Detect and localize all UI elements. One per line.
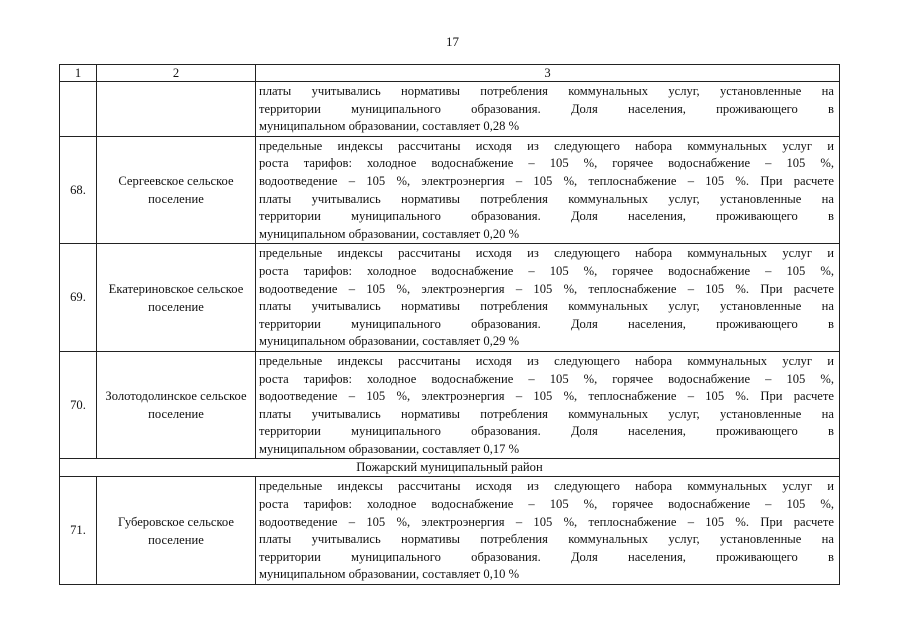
text-line: муниципальном образовании, составляет 0,20 % — [259, 226, 520, 241]
text-line: платы учитывались нормативы потребления коммунальных услуг, установленные на — [259, 406, 834, 421]
text-line: предельные индексы рассчитаны исходя из следующего набора коммунальных услуг и — [259, 353, 834, 368]
region-row — [60, 459, 840, 477]
text-line: территории муниципального образования. Доля населения, проживающего в — [259, 316, 834, 331]
settlement-name: Губеровское сельское поселение — [97, 477, 256, 585]
text-line: предельные индексы рассчитаны исходя из следующего набора коммунальных услуг и — [259, 479, 834, 494]
table-row — [60, 477, 840, 585]
text-line: предельные индексы рассчитаны исходя из следующего набора коммунальных услуг и — [259, 246, 834, 261]
header-row — [60, 65, 840, 82]
text-line: муниципальном образовании, составляет 0,29 % — [259, 334, 520, 349]
text-line: муниципальном образовании, составляет 0,28 % — [259, 119, 520, 134]
row-number: 71. — [60, 477, 97, 585]
header-col-2: 2 — [97, 65, 256, 82]
text-line: территории муниципального образования. Доля населения, проживающего в — [259, 101, 834, 116]
header-col-1: 1 — [60, 65, 97, 82]
text-line: платы учитывались нормативы потребления коммунальных услуг, установленные на — [259, 84, 834, 98]
text-line: роста тарифов: холодное водоснабжение – 105 %, горячее водоснабжение – 105 %, — [259, 371, 834, 386]
text-line: территории муниципального образования. Доля населения, проживающего в — [259, 424, 834, 439]
region-title: Пожарский муниципальный район — [60, 459, 840, 477]
text-line: платы учитывались нормативы потребления коммунальных услуг, установленные на — [259, 299, 834, 314]
text-line: водоотведение – 105 %, электроэнергия – 105 %, теплоснабжение – 105 %. При расчете — [259, 514, 834, 529]
text-line: муниципальном образовании, составляет 0,17 % — [259, 441, 520, 456]
text-line: роста тарифов: холодное водоснабжение – 105 %, горячее водоснабжение – 105 %, — [259, 497, 834, 512]
tariff-table — [59, 64, 840, 585]
table-row — [60, 244, 840, 352]
table-row — [60, 136, 840, 244]
text-line: предельные индексы рассчитаны исходя из следующего набора коммунальных услуг и — [259, 138, 834, 153]
text-line: роста тарифов: холодное водоснабжение – 105 %, горячее водоснабжение – 105 %, — [259, 156, 834, 171]
row-number: 68. — [60, 136, 97, 244]
text-line: муниципальном образовании, составляет 0,10 % — [259, 567, 520, 582]
continuation-row — [60, 82, 840, 137]
settlement-name: Золотодолинское сельское поселение — [97, 351, 256, 459]
table-row — [60, 351, 840, 459]
row-number: 70. — [60, 351, 97, 459]
empty-num-cell — [60, 82, 97, 137]
page-number: 17 — [446, 34, 459, 49]
description-text — [256, 136, 840, 244]
text-line: территории муниципального образования. Доля населения, проживающего в — [259, 549, 834, 564]
text-line: водоотведение – 105 %, электроэнергия – 105 %, теплоснабжение – 105 %. При расчете — [259, 173, 834, 188]
settlement-name: Екатериновское сельское поселение — [97, 244, 256, 352]
continuation-text — [256, 82, 840, 137]
description-text — [256, 351, 840, 459]
text-line: роста тарифов: холодное водоснабжение – 105 %, горячее водоснабжение – 105 %, — [259, 263, 834, 278]
description-text — [256, 477, 840, 585]
text-line: водоотведение – 105 %, электроэнергия – 105 %, теплоснабжение – 105 %. При расчете — [259, 389, 834, 404]
text-line: платы учитывались нормативы потребления коммунальных услуг, установленные на — [259, 532, 834, 547]
text-line: платы учитывались нормативы потребления коммунальных услуг, установленные на — [259, 191, 834, 206]
description-text — [256, 244, 840, 352]
row-number: 69. — [60, 244, 97, 352]
header-col-3: 3 — [256, 65, 840, 82]
text-line: территории муниципального образования. Доля населения, проживающего в — [259, 209, 834, 224]
text-line: водоотведение – 105 %, электроэнергия – 105 %, теплоснабжение – 105 %. При расчете — [259, 281, 834, 296]
empty-name-cell — [97, 82, 256, 137]
settlement-name: Сергеевское сельское поселение — [97, 136, 256, 244]
